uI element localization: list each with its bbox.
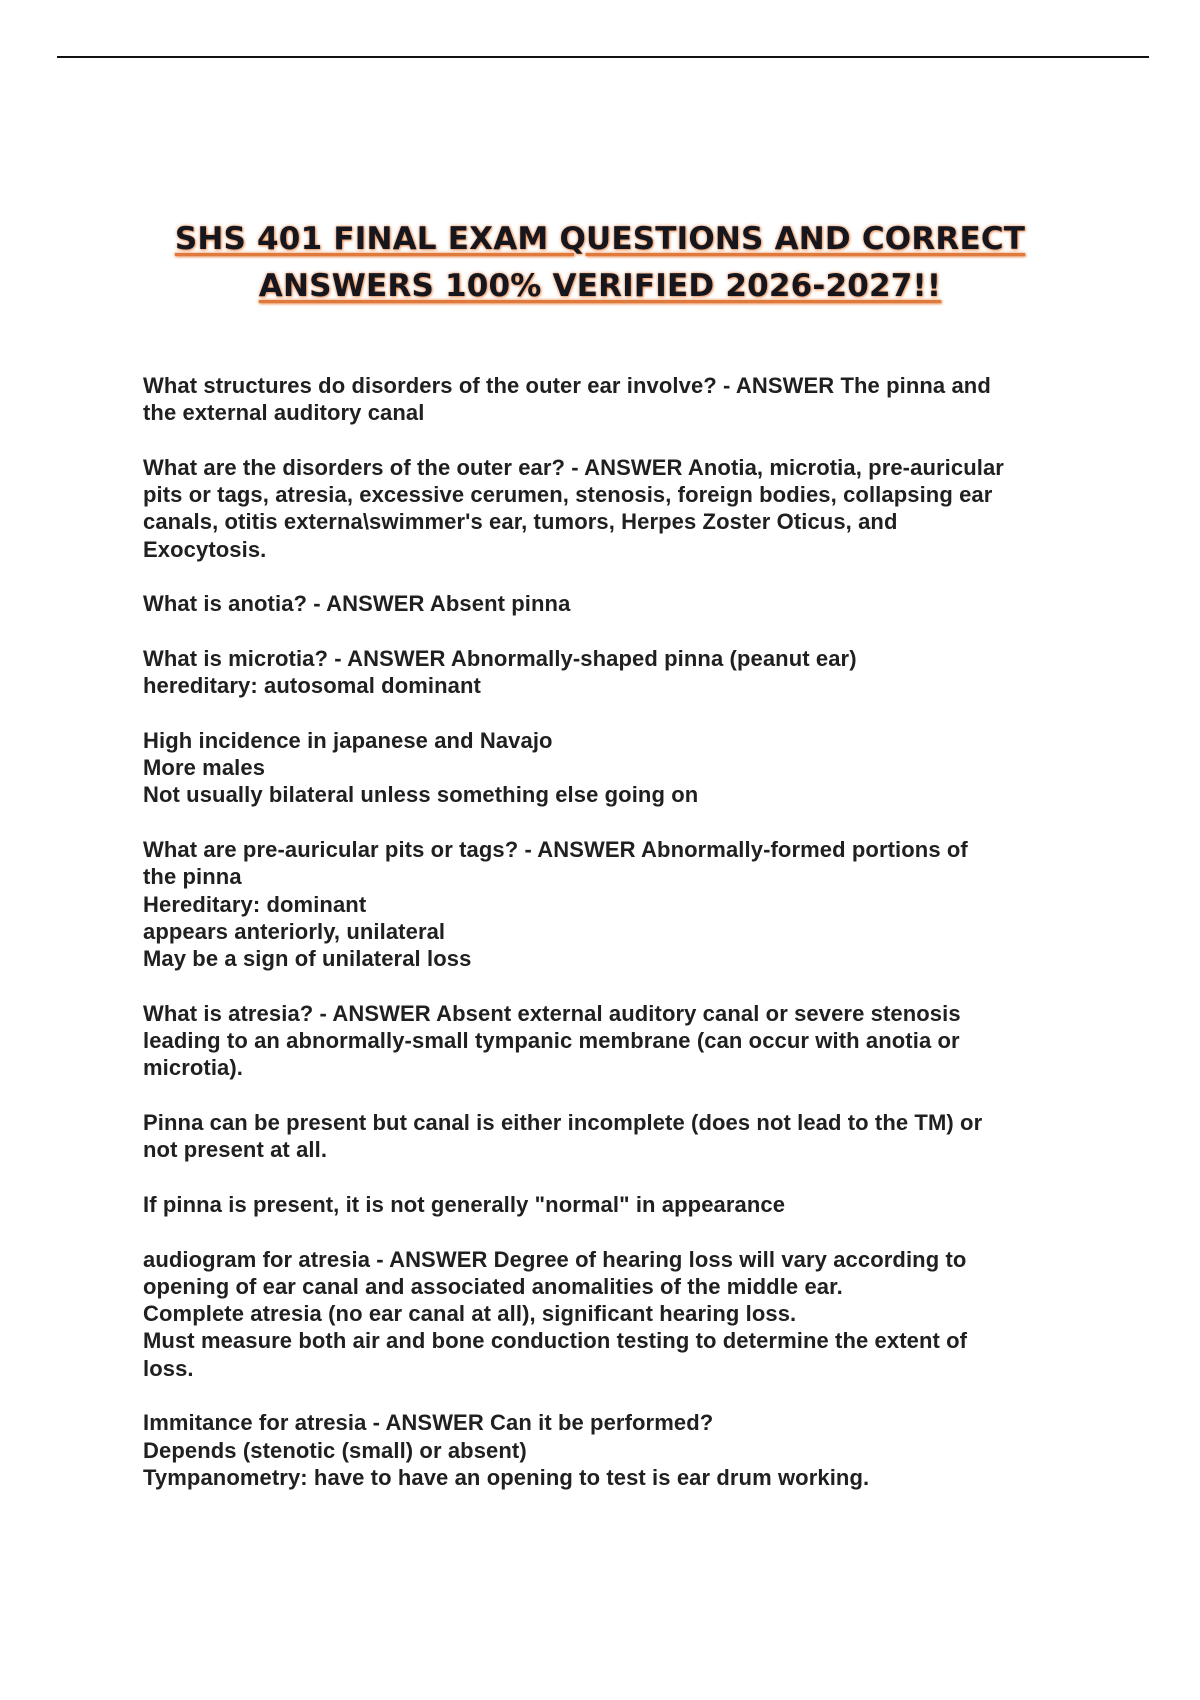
title-text-2: ANSWERS 100% VERIFIED 2026-2027!!: [258, 268, 942, 304]
qa-pre-auricular-pits: What are pre-auricular pits or tags? - ANSWER Abnormally-formed portions of the pinna Hereditary: dominant appears anteriorly, unilateral May be a sign of unilateral loss: [143, 837, 968, 972]
document-title: [140, 216, 1060, 310]
qa-audiogram-atresia: audiogram for atresia - ANSWER Degree of hearing loss will vary according to opening of ear canal and associated anomalities of the middle ear. Complete atresia (no ear canal at all), significant hearing loss. Must measure both air and bone conduction testing to determine the extent of loss.: [143, 1246, 968, 1381]
top-horizontal-rule: [57, 56, 1149, 58]
note-atresia-canal: Pinna can be present but canal is either incomplete (does not lead to the TM) or not present at all.: [143, 1110, 983, 1163]
qa-immitance-atresia: Immitance for atresia - ANSWER Can it be performed? Depends (stenotic (small) or absent) Tympanometry: have to have an opening to test is ear drum working.: [143, 1410, 870, 1490]
title-line-2: [140, 263, 1060, 310]
qa-atresia: What is atresia? - ANSWER Absent external auditory canal or severe stenosis leading to an abnormally-small tympanic membrane (can occur with anotia or microtia).: [143, 1000, 961, 1081]
qa-outer-ear-structures: What structures do disorders of the outer ear involve? - ANSWER The pinna and the external auditory canal: [143, 373, 991, 426]
note-microtia-incidence: High incidence in japanese and Navajo More males Not usually bilateral unless something else going on: [143, 727, 699, 808]
qa-outer-ear-disorders: What are the disorders of the outer ear? - ANSWER Anotia, microtia, pre-auricular pits or tags, atresia, excessive cerumen, stenosis, foreign bodies, collapsing ear canals, otitis externa\swimmer's ear, tumors, Herpes Zoster Oticus, and Exocytosis.: [143, 454, 1004, 562]
title-line-1: [140, 216, 1060, 263]
note-atresia-pinna: If pinna is present, it is not generally "normal" in appearance: [143, 1191, 786, 1217]
title-text-1: SHS 401 FINAL EXAM QUESTIONS AND CORRECT: [174, 221, 1026, 257]
qa-microtia: What is microtia? - ANSWER Abnormally-shaped pinna (peanut ear) hereditary: autosomal dominant: [143, 645, 857, 699]
qa-anotia: What is anotia? - ANSWER Absent pinna: [143, 591, 571, 617]
document-body: [143, 372, 1073, 1518]
